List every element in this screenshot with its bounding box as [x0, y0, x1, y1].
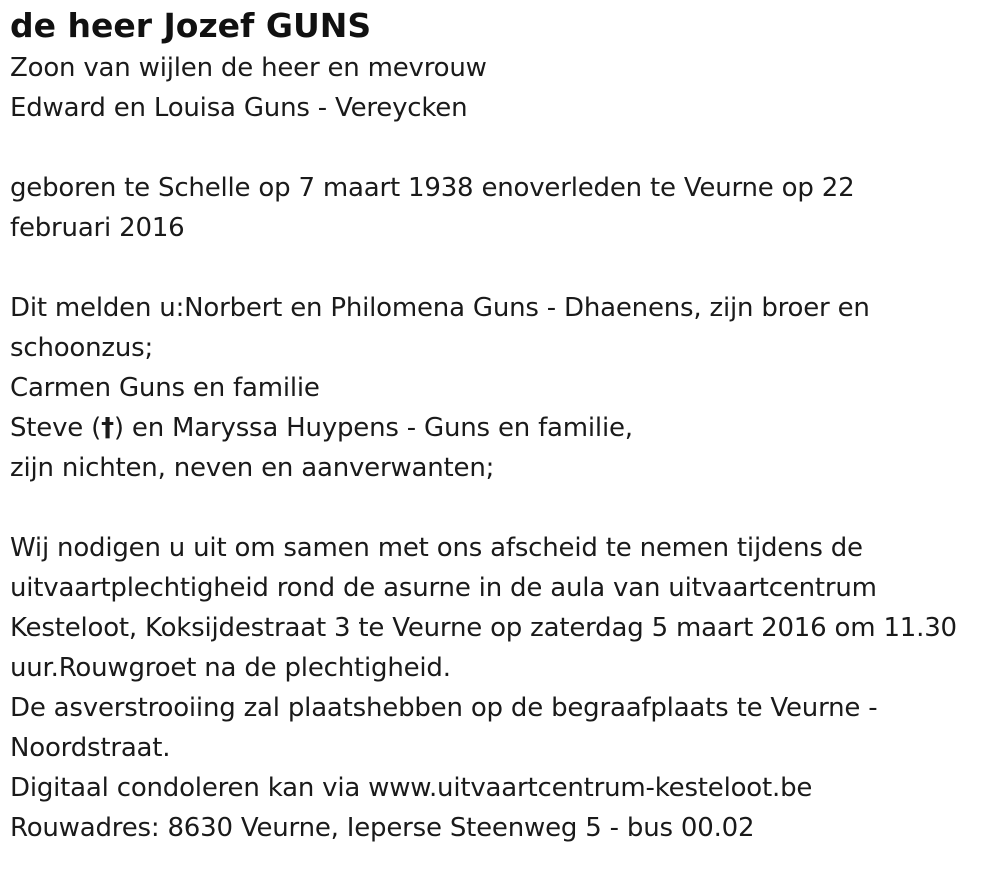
- paragraph-spacer: [10, 488, 995, 528]
- ceremony-line-2: uitvaartplechtigheid rond de asurne in de aula van uitvaartcentrum: [10, 573, 877, 603]
- ceremony-line-4: uur.Rouwgroet na de plechtigheid.: [10, 653, 451, 683]
- announcers-line-1: Dit melden u:Norbert en Philomena Guns - Dhaenens, zijn broer en: [10, 293, 870, 323]
- cross-icon: †: [101, 413, 114, 443]
- condolence-line: Digitaal condoleren kan via www.uitvaartcentrum-kesteloot.be: [10, 773, 813, 803]
- relatives-line: zijn nichten, neven en aanverwanten;: [10, 453, 495, 483]
- birth-death-line-1: geboren te Schelle op 7 maart 1938 enoverleden te Veurne op 22: [10, 173, 855, 203]
- ceremony-line-3: Kesteloot, Koksijdestraat 3 te Veurne op zaterdag 5 maart 2016 om 11.30: [10, 613, 957, 643]
- deceased-name-heading: de heer Jozef GUNS: [10, 6, 372, 45]
- paragraph-spacer: [10, 128, 995, 168]
- announcers-line-2: schoonzus;: [10, 333, 154, 363]
- ceremony-line-1: Wij nodigen u uit om samen met ons afscheid te nemen tijdens de: [10, 533, 863, 563]
- birth-death-line-2: februari 2016: [10, 213, 185, 243]
- obituary-notice: [10, 4, 995, 848]
- parents-line-1: Zoon van wijlen de heer en mevrouw: [10, 53, 487, 83]
- paragraph-spacer: [10, 248, 995, 288]
- steve-text-after: ) en Maryssa Huypens - Guns en familie,: [113, 413, 633, 443]
- mourning-address-line: Rouwadres: 8630 Veurne, Ieperse Steenweg 5 - bus 00.02: [10, 813, 755, 843]
- ceremony-line-5: De asverstrooiing zal plaatshebben op de begraafplaats te Veurne -: [10, 693, 878, 723]
- announcers-line-3: Carmen Guns en familie: [10, 373, 320, 403]
- ceremony-line-6: Noordstraat.: [10, 733, 171, 763]
- announcers-line-4: [10, 408, 995, 448]
- steve-text-before: Steve (: [10, 413, 102, 443]
- parents-line-2: Edward en Louisa Guns - Vereycken: [10, 93, 468, 123]
